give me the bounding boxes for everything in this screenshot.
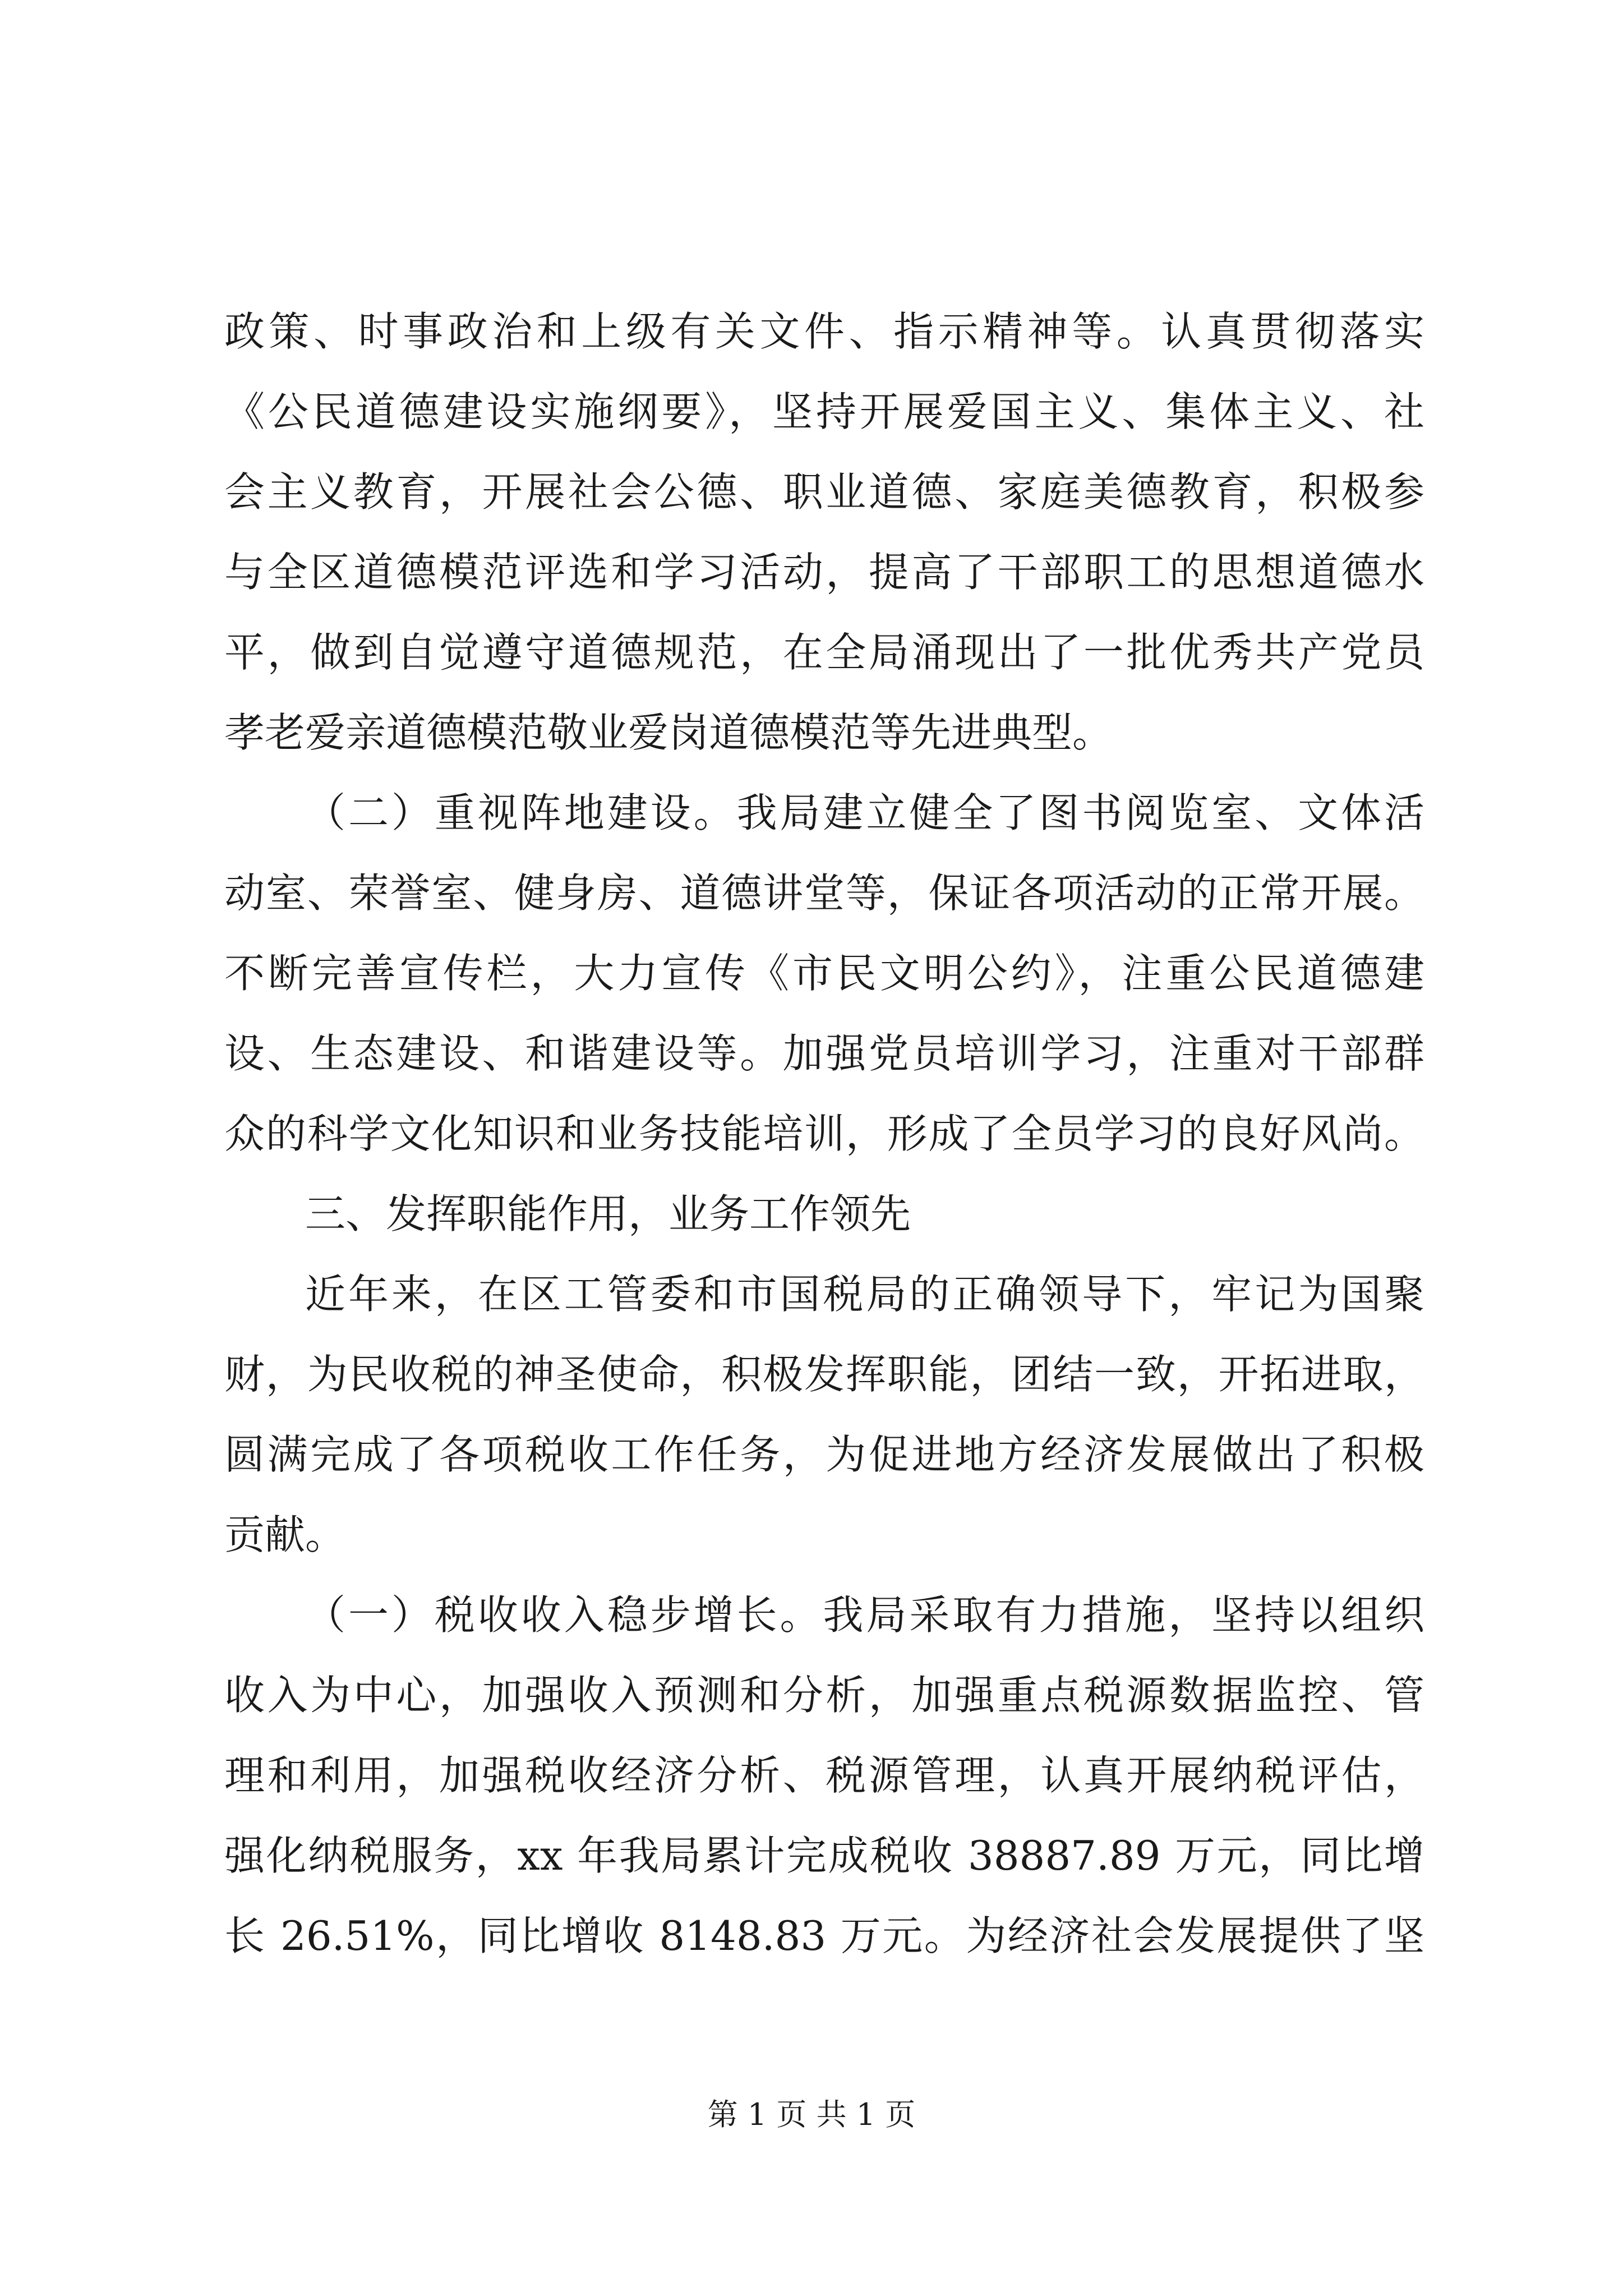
text-line: 平，做到自觉遵守道德规范，在全局涌现出了一批优秀共产党员 bbox=[224, 629, 1424, 676]
text-line: 与全区道德模范评选和学习活动，提高了干部职工的思想道德水 bbox=[224, 549, 1424, 596]
text-line: 贡献。 bbox=[224, 1511, 346, 1558]
text-line: 动室、荣誉室、健身房、道德讲堂等，保证各项活动的正常开展。 bbox=[224, 869, 1424, 917]
section-heading: 三、发挥职能作用，业务工作领先 bbox=[305, 1190, 911, 1237]
text-line: 孝老爱亲道德模范敬业爱岗道德模范等先进典型。 bbox=[224, 709, 1113, 756]
text-line: 收入为中心，加强收入预测和分析，加强重点税源数据监控、管 bbox=[224, 1672, 1424, 1719]
document-body bbox=[224, 292, 1424, 1976]
text-line: 会主义教育，开展社会公德、职业道德、家庭美德教育，积极参 bbox=[224, 468, 1424, 516]
text-line: （二）重视阵地建设。我局建立健全了图书阅览室、文体活 bbox=[305, 789, 1424, 836]
text-line: 设、生态建设、和谐建设等。加强党员培训学习，注重对干部群 bbox=[224, 1030, 1424, 1077]
page-number-footer: 第 1 页 共 1 页 bbox=[707, 2097, 916, 2132]
text-line: 众的科学文化知识和业务技能培训，形成了全员学习的良好风尚。 bbox=[224, 1110, 1424, 1157]
text-line: 政策、时事政治和上级有关文件、指示精神等。认真贯彻落实 bbox=[224, 308, 1424, 355]
text-line: 理和利用，加强税收经济分析、税源管理，认真开展纳税评估， bbox=[224, 1752, 1424, 1799]
text-line: 财，为民收税的神圣使命，积极发挥职能，团结一致，开拓进取， bbox=[224, 1351, 1424, 1398]
text-line: 《公民道德建设实施纲要》，坚持开展爱国主义、集体主义、社 bbox=[224, 388, 1424, 435]
text-line: 长 26.51%，同比增收 8148.83 万元。为经济社会发展提供了坚 bbox=[224, 1912, 1424, 1959]
text-line: 不断完善宣传栏，大力宣传《市民文明公约》，注重公民道德建 bbox=[224, 950, 1424, 997]
text-line: （一）税收收入稳步增长。我局采取有力措施，坚持以组织 bbox=[305, 1591, 1424, 1639]
text-line: 近年来，在区工管委和市国税局的正确领导下，牢记为国聚 bbox=[305, 1271, 1424, 1318]
text-line: 圆满完成了各项税收工作任务，为促进地方经济发展做出了积极 bbox=[224, 1431, 1424, 1478]
text-line: 强化纳税服务，xx 年我局累计完成税收 38887.89 万元，同比增 bbox=[224, 1832, 1424, 1879]
